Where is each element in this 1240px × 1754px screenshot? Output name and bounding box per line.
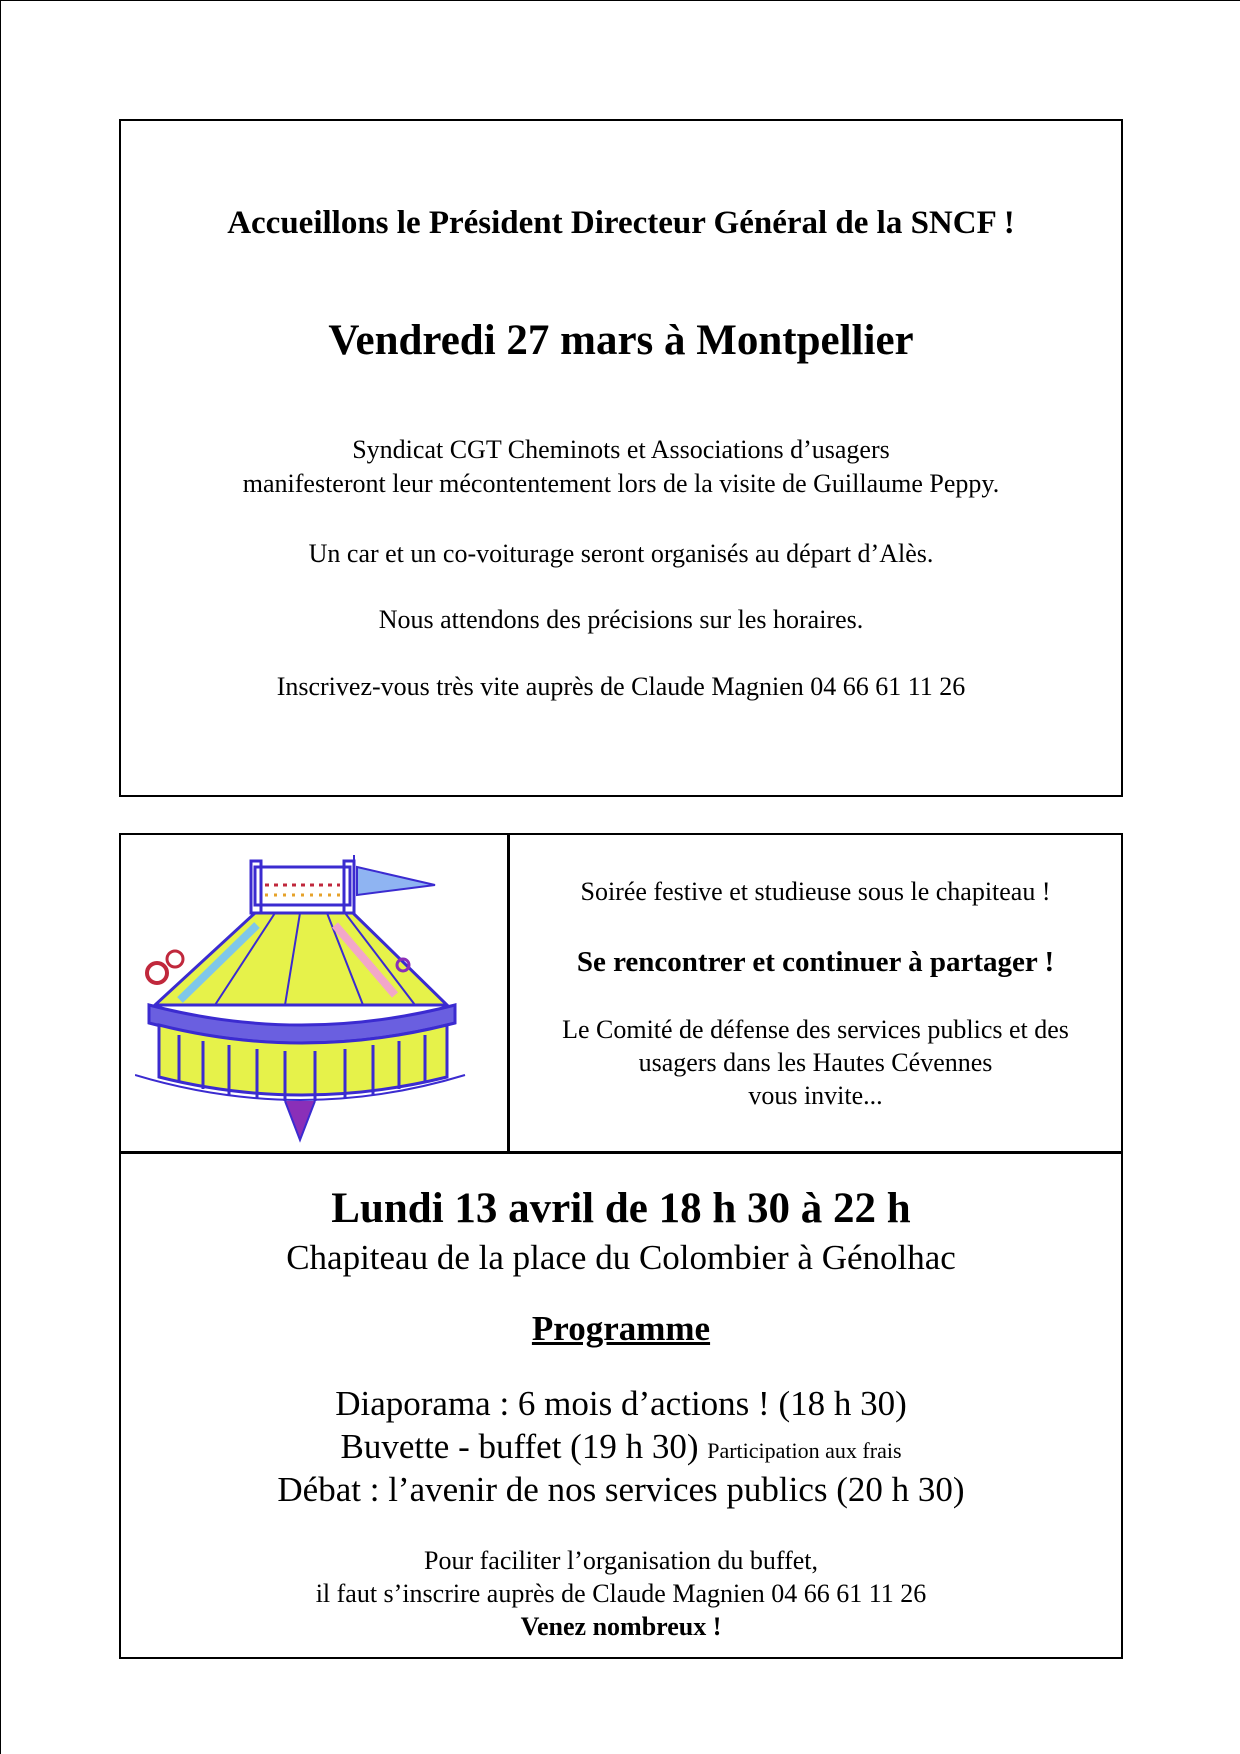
section-divider bbox=[121, 1151, 1121, 1154]
meet-share-heading: Se rencontrer et continuer à partager ! bbox=[576, 946, 1055, 978]
programme-title: Programme bbox=[531, 1309, 711, 1348]
event-date: Lundi 13 avril de 18 h 30 à 22 h bbox=[331, 1185, 911, 1232]
schedule-paragraph: Nous attendons des précisions sur les horaires. bbox=[378, 605, 864, 634]
programme-item bbox=[121, 1384, 1121, 1424]
committee-invitation bbox=[510, 1013, 1121, 1112]
union-paragraph bbox=[121, 433, 1121, 501]
event-date-heading: Vendredi 27 mars à Montpellier bbox=[328, 317, 914, 364]
event-venue: Chapiteau de la place du Colombier à Génolhac bbox=[286, 1238, 956, 1277]
union-line-1: Syndicat CGT Cheminots et Associations d’usagers bbox=[352, 435, 890, 464]
invitation-column bbox=[510, 835, 1121, 1151]
programme-item bbox=[121, 1470, 1121, 1510]
registration-paragraph: Inscrivez-vous très vite auprès de Claude Magnien 04 66 61 11 26 bbox=[276, 672, 966, 701]
programme-item-text: Buvette - buffet (19 h 30) bbox=[340, 1427, 699, 1466]
page-edge-left bbox=[0, 0, 1, 1754]
programme-item-text: Débat : l’avenir de nos services publics (20 h 30) bbox=[277, 1470, 965, 1509]
committee-line-3: vous invite... bbox=[748, 1081, 883, 1110]
genolhac-event-box bbox=[119, 833, 1123, 1659]
programme-item-note: Participation aux frais bbox=[707, 1438, 902, 1463]
transport-paragraph: Un car et un co-voiturage seront organisés au départ d’Alès. bbox=[308, 539, 934, 568]
montpellier-announcement-box bbox=[119, 119, 1123, 797]
programme-item-text: Diaporama : 6 mois d’actions ! (18 h 30) bbox=[335, 1384, 907, 1423]
circus-tent-icon bbox=[135, 855, 485, 1145]
come-many-line: Venez nombreux ! bbox=[520, 1612, 722, 1641]
union-line-2: manifesteront leur mécontentement lors de la visite de Guillaume Peppy. bbox=[242, 469, 1000, 498]
circus-tent-drawing bbox=[135, 855, 485, 1145]
festive-evening-line: Soirée festive et studieuse sous le chapiteau ! bbox=[580, 877, 1051, 906]
buffet-registration bbox=[121, 1544, 1121, 1643]
committee-line-2: usagers dans les Hautes Cévennes bbox=[638, 1048, 993, 1077]
buffet-line-1: Pour faciliter l’organisation du buffet, bbox=[424, 1546, 818, 1575]
committee-line-1: Le Comité de défense des services publics et des bbox=[562, 1015, 1069, 1044]
welcome-heading: Accueillons le Président Directeur Général de la SNCF ! bbox=[227, 205, 1015, 241]
buffet-line-2: il faut s’inscrire auprès de Claude Magnien 04 66 61 11 26 bbox=[315, 1579, 927, 1608]
programme-item bbox=[121, 1427, 1121, 1467]
page-edge-top bbox=[0, 0, 1240, 1]
